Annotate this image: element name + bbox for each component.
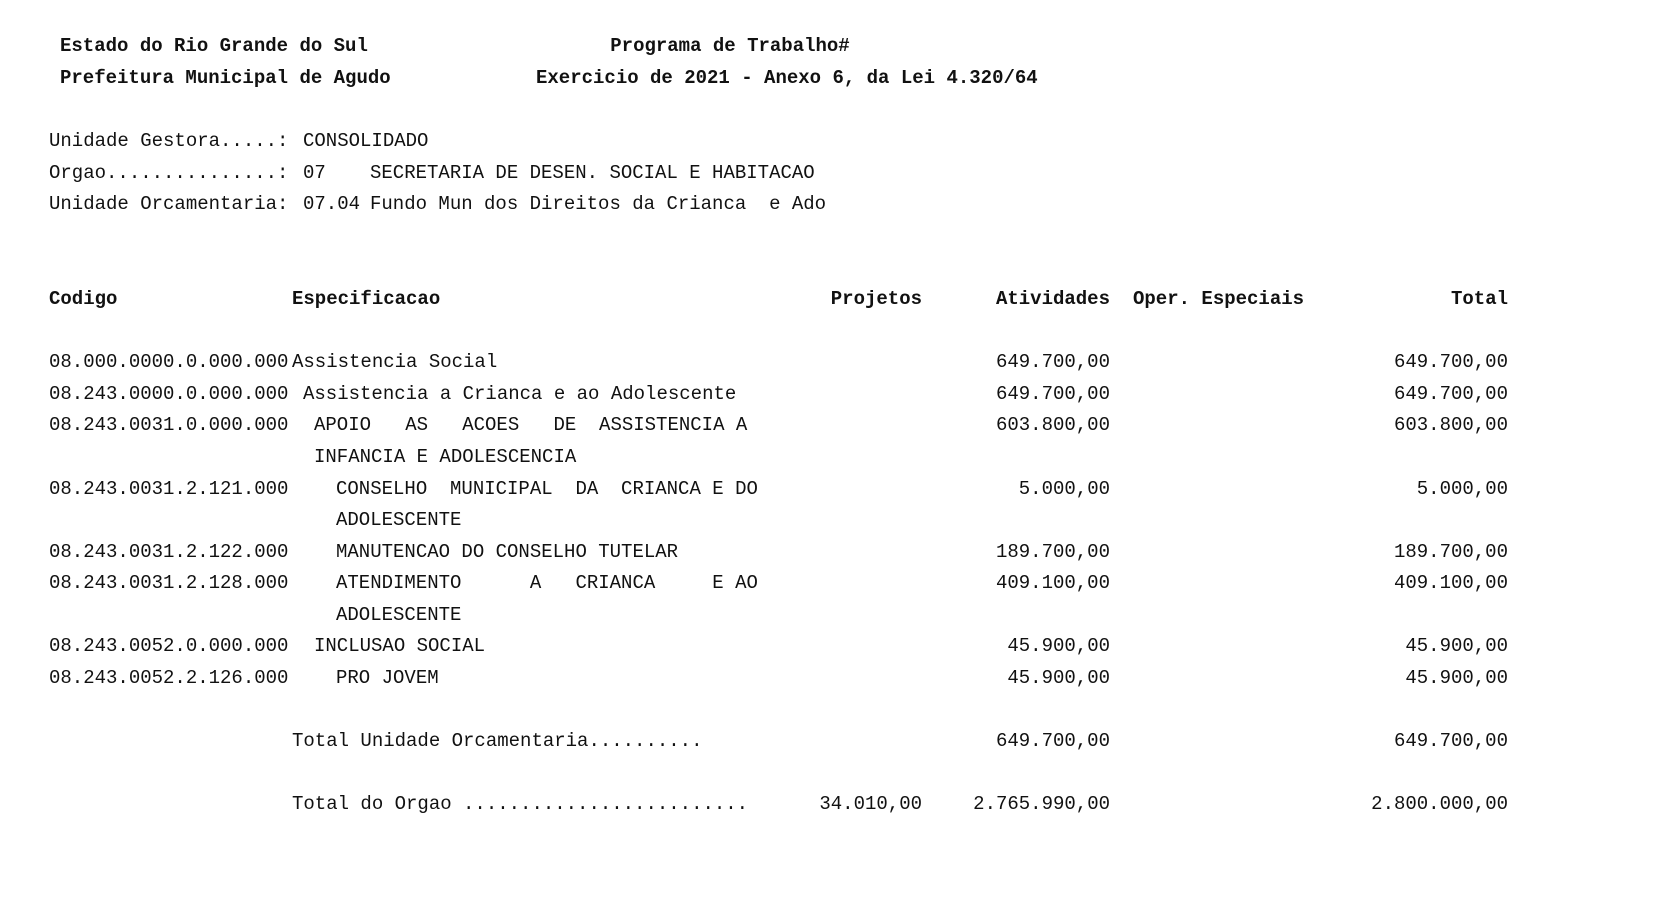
row-total: 5.000,00 (1416, 478, 1508, 500)
total-unidade-label: Total Unidade Orcamentaria.......... (292, 730, 703, 752)
row-specification: ATENDIMENTO A CRIANCA E AO (336, 572, 758, 594)
row-code: 08.243.0000.0.000.000 (49, 383, 289, 405)
row-specification: APOIO AS ACOES DE ASSISTENCIA A (314, 414, 748, 436)
row-specification: CONSELHO MUNICIPAL DA CRIANCA E DO (336, 478, 758, 500)
row-specification: MANUTENCAO DO CONSELHO TUTELAR (336, 541, 679, 563)
row-code: 08.243.0031.2.128.000 (49, 572, 289, 594)
row-code: 08.000.0000.0.000.000 (49, 351, 289, 373)
row-code: 08.243.0031.0.000.000 (49, 414, 289, 436)
row-specification: INCLUSAO SOCIAL (314, 635, 486, 657)
total-orgao-atividades: 2.765.990,00 (973, 793, 1110, 815)
row-specification-continued: ADOLESCENTE (336, 604, 462, 626)
row-total: 189.700,00 (1393, 541, 1508, 563)
gestora-label: Unidade Gestora.....: (49, 130, 289, 152)
total-unidade-total: 649.700,00 (1393, 730, 1508, 752)
row-total: 649.700,00 (1393, 383, 1508, 405)
program-title: Programa de Trabalho# (610, 35, 850, 57)
column-header-especificacao: Especificacao (292, 288, 441, 310)
orgao-code: 07 (303, 162, 326, 184)
row-atividades: 45.900,00 (1007, 635, 1110, 657)
row-atividades: 409.100,00 (995, 572, 1110, 594)
row-code: 08.243.0052.2.126.000 (49, 667, 289, 689)
row-specification: PRO JOVEM (336, 667, 439, 689)
row-specification-continued: INFANCIA E ADOLESCENCIA (314, 446, 577, 468)
unidade-label: Unidade Orcamentaria: (49, 193, 289, 215)
column-header-atividades: Atividades (995, 288, 1110, 310)
column-header-projetos: Projetos (830, 288, 922, 310)
orgao-name: SECRETARIA DE DESEN. SOCIAL E HABITACAO (370, 162, 815, 184)
row-code: 08.243.0031.2.122.000 (49, 541, 289, 563)
state-name: Estado do Rio Grande do Sul (60, 35, 368, 57)
row-total: 409.100,00 (1393, 572, 1508, 594)
total-orgao-total: 2.800.000,00 (1371, 793, 1508, 815)
row-specification-continued: ADOLESCENTE (336, 509, 462, 531)
column-header-codigo: Codigo (49, 288, 118, 310)
row-code: 08.243.0052.0.000.000 (49, 635, 289, 657)
unidade-code: 07.04 (303, 193, 361, 215)
row-atividades: 189.700,00 (995, 541, 1110, 563)
row-specification: Assistencia Social (292, 351, 498, 373)
row-atividades: 649.700,00 (995, 383, 1110, 405)
total-unidade-atividades: 649.700,00 (995, 730, 1110, 752)
row-total: 649.700,00 (1393, 351, 1508, 373)
total-orgao-label: Total do Orgao ......................... (292, 793, 749, 815)
exercise-title: Exercicio de 2021 - Anexo 6, da Lei 4.320/64 (536, 67, 1038, 89)
column-header-oper-especiais: Oper. Especiais (1133, 288, 1305, 310)
row-specification: Assistencia a Crianca e ao Adolescente (303, 383, 737, 405)
column-header-total: Total (1450, 288, 1508, 310)
gestora-value: CONSOLIDADO (303, 130, 429, 152)
municipality-name: Prefeitura Municipal de Agudo (60, 67, 391, 89)
row-atividades: 603.800,00 (995, 414, 1110, 436)
row-code: 08.243.0031.2.121.000 (49, 478, 289, 500)
row-total: 45.900,00 (1405, 667, 1508, 689)
row-atividades: 649.700,00 (995, 351, 1110, 373)
unidade-name: Fundo Mun dos Direitos da Crianca e Ado (370, 193, 827, 215)
row-atividades: 5.000,00 (1018, 478, 1110, 500)
orgao-label: Orgao...............: (49, 162, 289, 184)
row-atividades: 45.900,00 (1007, 667, 1110, 689)
row-total: 45.900,00 (1405, 635, 1508, 657)
row-total: 603.800,00 (1393, 414, 1508, 436)
total-orgao-projetos: 34.010,00 (819, 793, 922, 815)
